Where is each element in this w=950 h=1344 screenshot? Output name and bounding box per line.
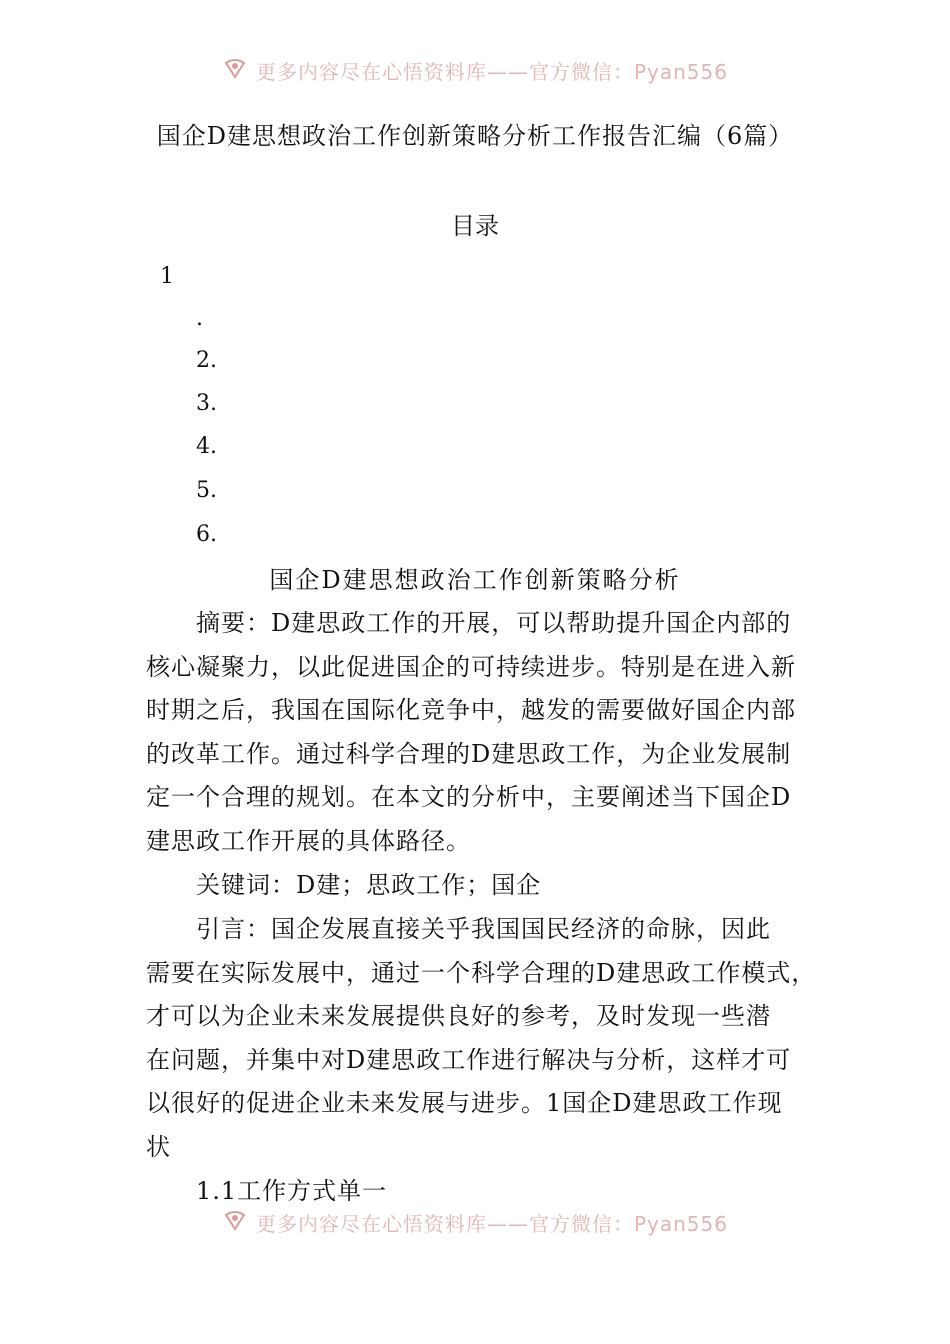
- toc-item-2[interactable]: 2.: [196, 348, 217, 373]
- intro-line: 引言：国企发展直接关乎我国国民经济的命脉，因此: [196, 915, 771, 943]
- toc-item-dot[interactable]: .: [196, 306, 203, 331]
- toc-heading: 目录: [451, 212, 499, 240]
- watermark-text: 更多内容尽在心悟资料库——官方微信：Pyan556: [255, 59, 728, 84]
- logo-icon: [222, 1209, 248, 1236]
- logo-icon: [222, 57, 248, 84]
- subheading: 1.1工作方式单一: [196, 1177, 388, 1205]
- intro-paragraph: [146, 908, 826, 1170]
- intro-line: 以很好的促进企业未来发展与进步。1国企D建思政工作现: [146, 1089, 783, 1118]
- watermark-top: [0, 50, 950, 90]
- toc-item-6[interactable]: 6.: [196, 522, 217, 547]
- abstract-line: 时期之后，我国在国际化竞争中，越发的需要做好国企内部: [146, 696, 796, 725]
- document-title: 国企D建思想政治工作创新策略分析工作报告汇编（6篇）: [156, 122, 794, 150]
- keywords-line: 关键词：D建；思政工作；国企: [196, 871, 542, 899]
- abstract-line: 定一个合理的规划。在本文的分析中，主要阐述当下国企D: [146, 783, 792, 812]
- toc-item-3[interactable]: 3.: [196, 391, 217, 416]
- watermark-bottom: [0, 1202, 950, 1242]
- toc-item-1[interactable]: 1: [160, 264, 174, 289]
- abstract-line: 建思政工作开展的具体路径。: [146, 826, 471, 855]
- abstract-line: 核心凝聚力，以此促进国企的可持续进步。特别是在进入新: [146, 652, 796, 681]
- abstract-line: 摘要：D建思政工作的开展，可以帮助提升国企内部的: [196, 609, 792, 637]
- toc-item-4[interactable]: 4.: [196, 434, 217, 459]
- keywords-paragraph: [146, 864, 826, 908]
- intro-line: 需要在实际发展中，通过一个科学合理的D建思政工作模式，: [146, 958, 817, 987]
- intro-line: 才可以为企业未来发展提供良好的参考，及时发现一些潜: [146, 1002, 771, 1031]
- intro-line: 状: [146, 1132, 171, 1161]
- intro-line: 在问题，并集中对D建思政工作进行解决与分析，这样才可: [146, 1045, 792, 1074]
- toc-item-5[interactable]: 5.: [196, 478, 217, 503]
- watermark-text: 更多内容尽在心悟资料库——官方微信：Pyan556: [255, 1211, 728, 1236]
- abstract-paragraph: [146, 602, 826, 864]
- section-title: 国企D建思想政治工作创新策略分析: [269, 566, 681, 594]
- abstract-line: 的改革工作。通过科学合理的D建思政工作，为企业发展制: [146, 739, 792, 768]
